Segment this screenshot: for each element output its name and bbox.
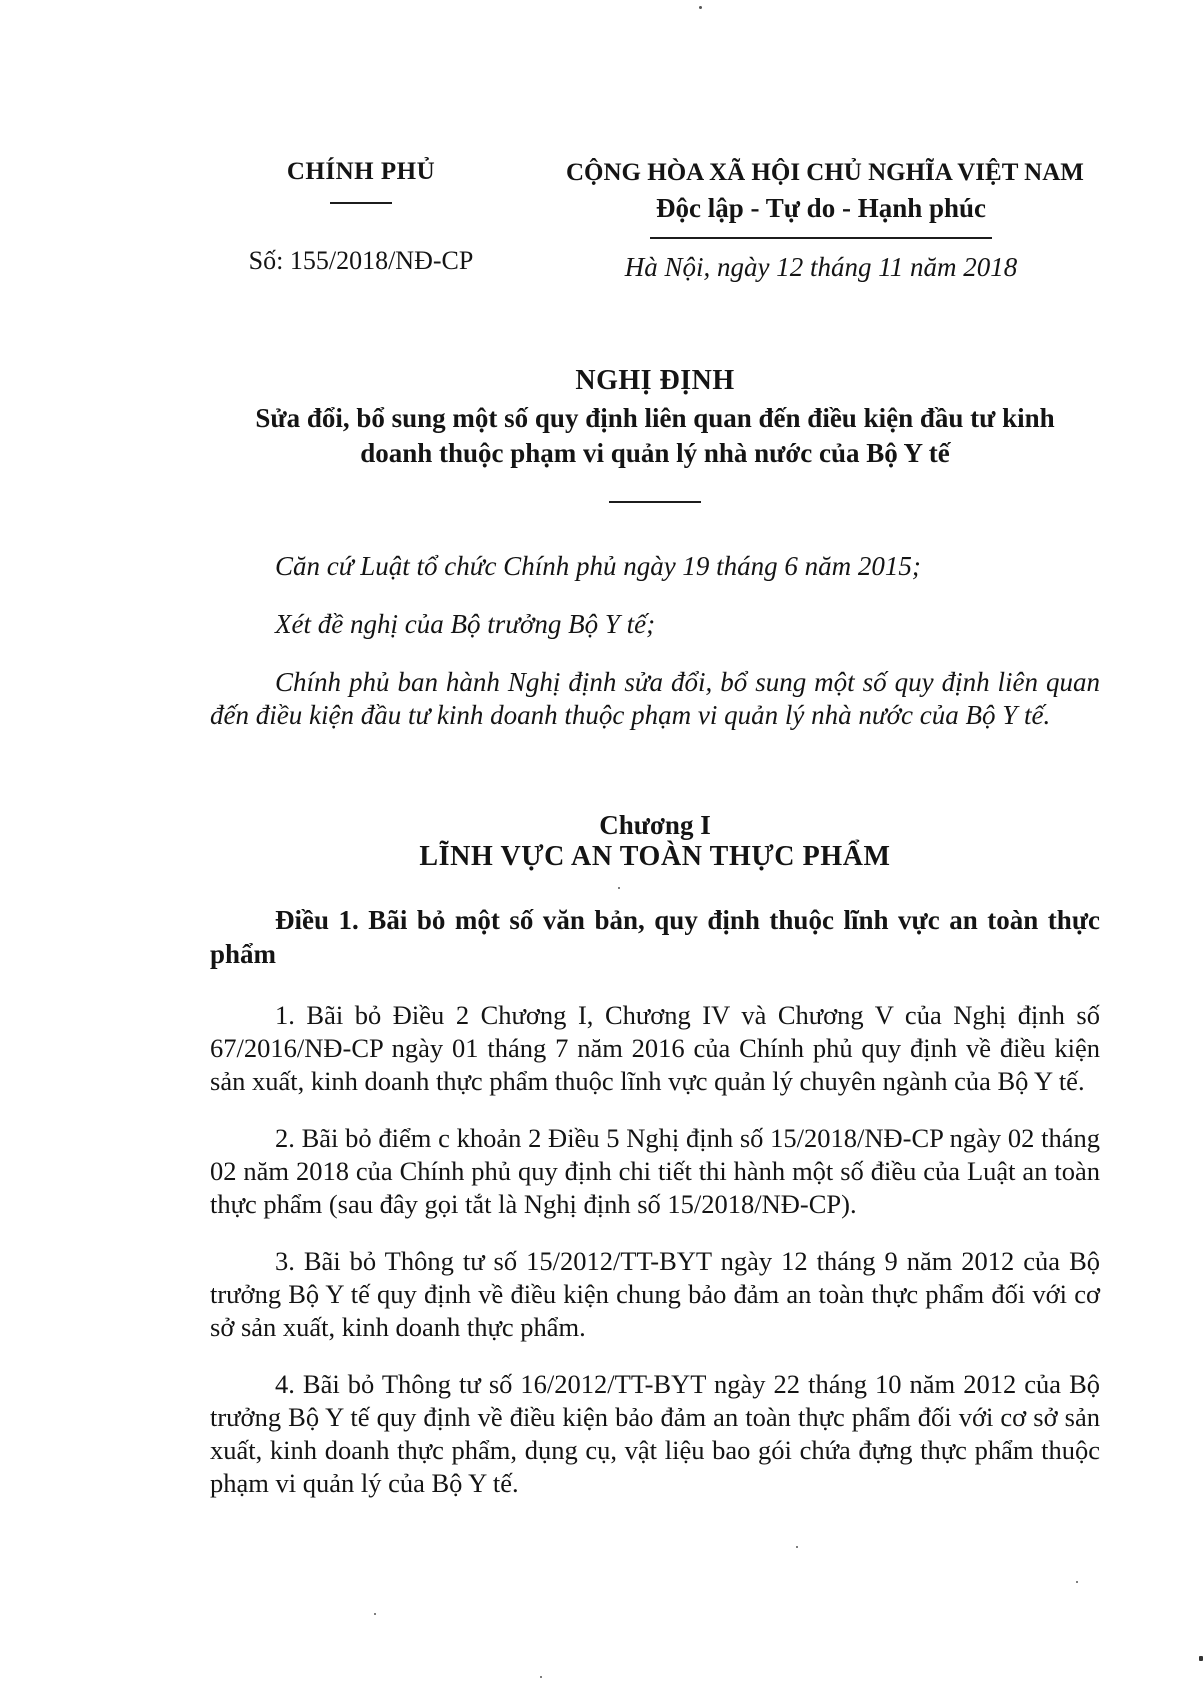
national-motto: Độc lập - Tự do - Hạnh phúc — [655, 193, 987, 223]
issuer-name: CHÍNH PHỦ — [286, 158, 436, 185]
document-subject: Sửa đổi, bổ sung một số quy định liên quan đến điều kiện đầu tư kinh doanh thuộc phạm vi quản lý nhà nước của Bộ Y tế — [255, 403, 1055, 468]
article-heading: Điều 1. Bãi bỏ một số văn bản, quy định thuộc lĩnh vực an toàn thực phẩm — [210, 905, 1100, 969]
chapter-title: LĨNH VỰC AN TOÀN THỰC PHẨM — [419, 841, 891, 872]
scan-speck — [796, 1546, 798, 1548]
chapter-heading — [210, 810, 1100, 873]
preamble — [210, 550, 1100, 757]
document-type-title: NGHỊ ĐỊNH — [575, 365, 735, 396]
scan-speck — [699, 6, 702, 9]
national-title: CỘNG HÒA XÃ HỘI CHỦ NGHĨA VIỆT NAM — [566, 159, 1084, 186]
document-header — [196, 158, 1084, 283]
document-number: Số: 155/2018/NĐ-CP — [248, 246, 474, 275]
preamble-enacting-clause: Chính phủ ban hành Nghị định sửa đổi, bổ sung một số quy định liên quan đến điều kiện đầu tư kinh doanh thuộc phạm vi quản lý nhà nước của Bộ Y tế. — [210, 667, 1100, 730]
article-clause-2: 2. Bãi bỏ điểm c khoản 2 Điều 5 Nghị định số 15/2018/NĐ-CP ngày 02 tháng 02 năm 2018 của Chính phủ quy định chi tiết thi hành một số điều của Luật an toàn thực phẩm (sau đây gọi tắt là Nghị định số 15/2018/NĐ-CP). — [210, 1123, 1100, 1219]
preamble-recital: Xét đề nghị của Bộ trưởng Bộ Y tế; — [275, 609, 656, 639]
scan-speck — [374, 1613, 376, 1615]
scan-speck — [1199, 1656, 1203, 1661]
preamble-recital: Căn cứ Luật tổ chức Chính phủ ngày 19 tháng 6 năm 2015; — [275, 551, 921, 581]
article-clause-3: 3. Bãi bỏ Thông tư số 15/2012/TT-BYT ngày 12 tháng 9 năm 2012 của Bộ trưởng Bộ Y tế quy định về điều kiện chung bảo đảm an toàn thực phẩm đối với cơ sở sản xuất, kinh doanh thực phẩm. — [210, 1246, 1100, 1342]
article-clause-4: 4. Bãi bỏ Thông tư số 16/2012/TT-BYT ngày 22 tháng 10 năm 2012 của Bộ trưởng Bộ Y tế quy định về điều kiện bảo đảm an toàn thực phẩm đối với cơ sở sản xuất, kinh doanh thực phẩm, dụng cụ, vật liệu bao gói chứa đựng thực phẩm thuộc phạm vi quản lý của Bộ Y tế. — [210, 1369, 1100, 1498]
scan-speck — [618, 887, 620, 889]
title-block — [210, 364, 1100, 503]
national-block — [566, 158, 1084, 283]
article-clause-1: 1. Bãi bỏ Điều 2 Chương I, Chương IV và Chương V của Nghị định số 67/2016/NĐ-CP ngày 01 tháng 7 năm 2016 của Chính phủ quy định về điều kiện sản xuất, kinh doanh thực phẩm thuộc lĩnh vực quản lý chuyên ngành của Bộ Y tế. — [210, 1000, 1100, 1096]
motto-underline — [650, 237, 992, 239]
issuer-block — [196, 158, 526, 283]
chapter-number: Chương I — [599, 810, 711, 840]
article-1 — [210, 903, 1100, 1524]
title-underline — [609, 501, 701, 503]
place-and-date: Hà Nội, ngày 12 tháng 11 năm 2018 — [624, 252, 1018, 282]
scan-speck — [1076, 1581, 1078, 1583]
scan-speck — [540, 1676, 542, 1678]
issuer-underline — [330, 202, 392, 204]
